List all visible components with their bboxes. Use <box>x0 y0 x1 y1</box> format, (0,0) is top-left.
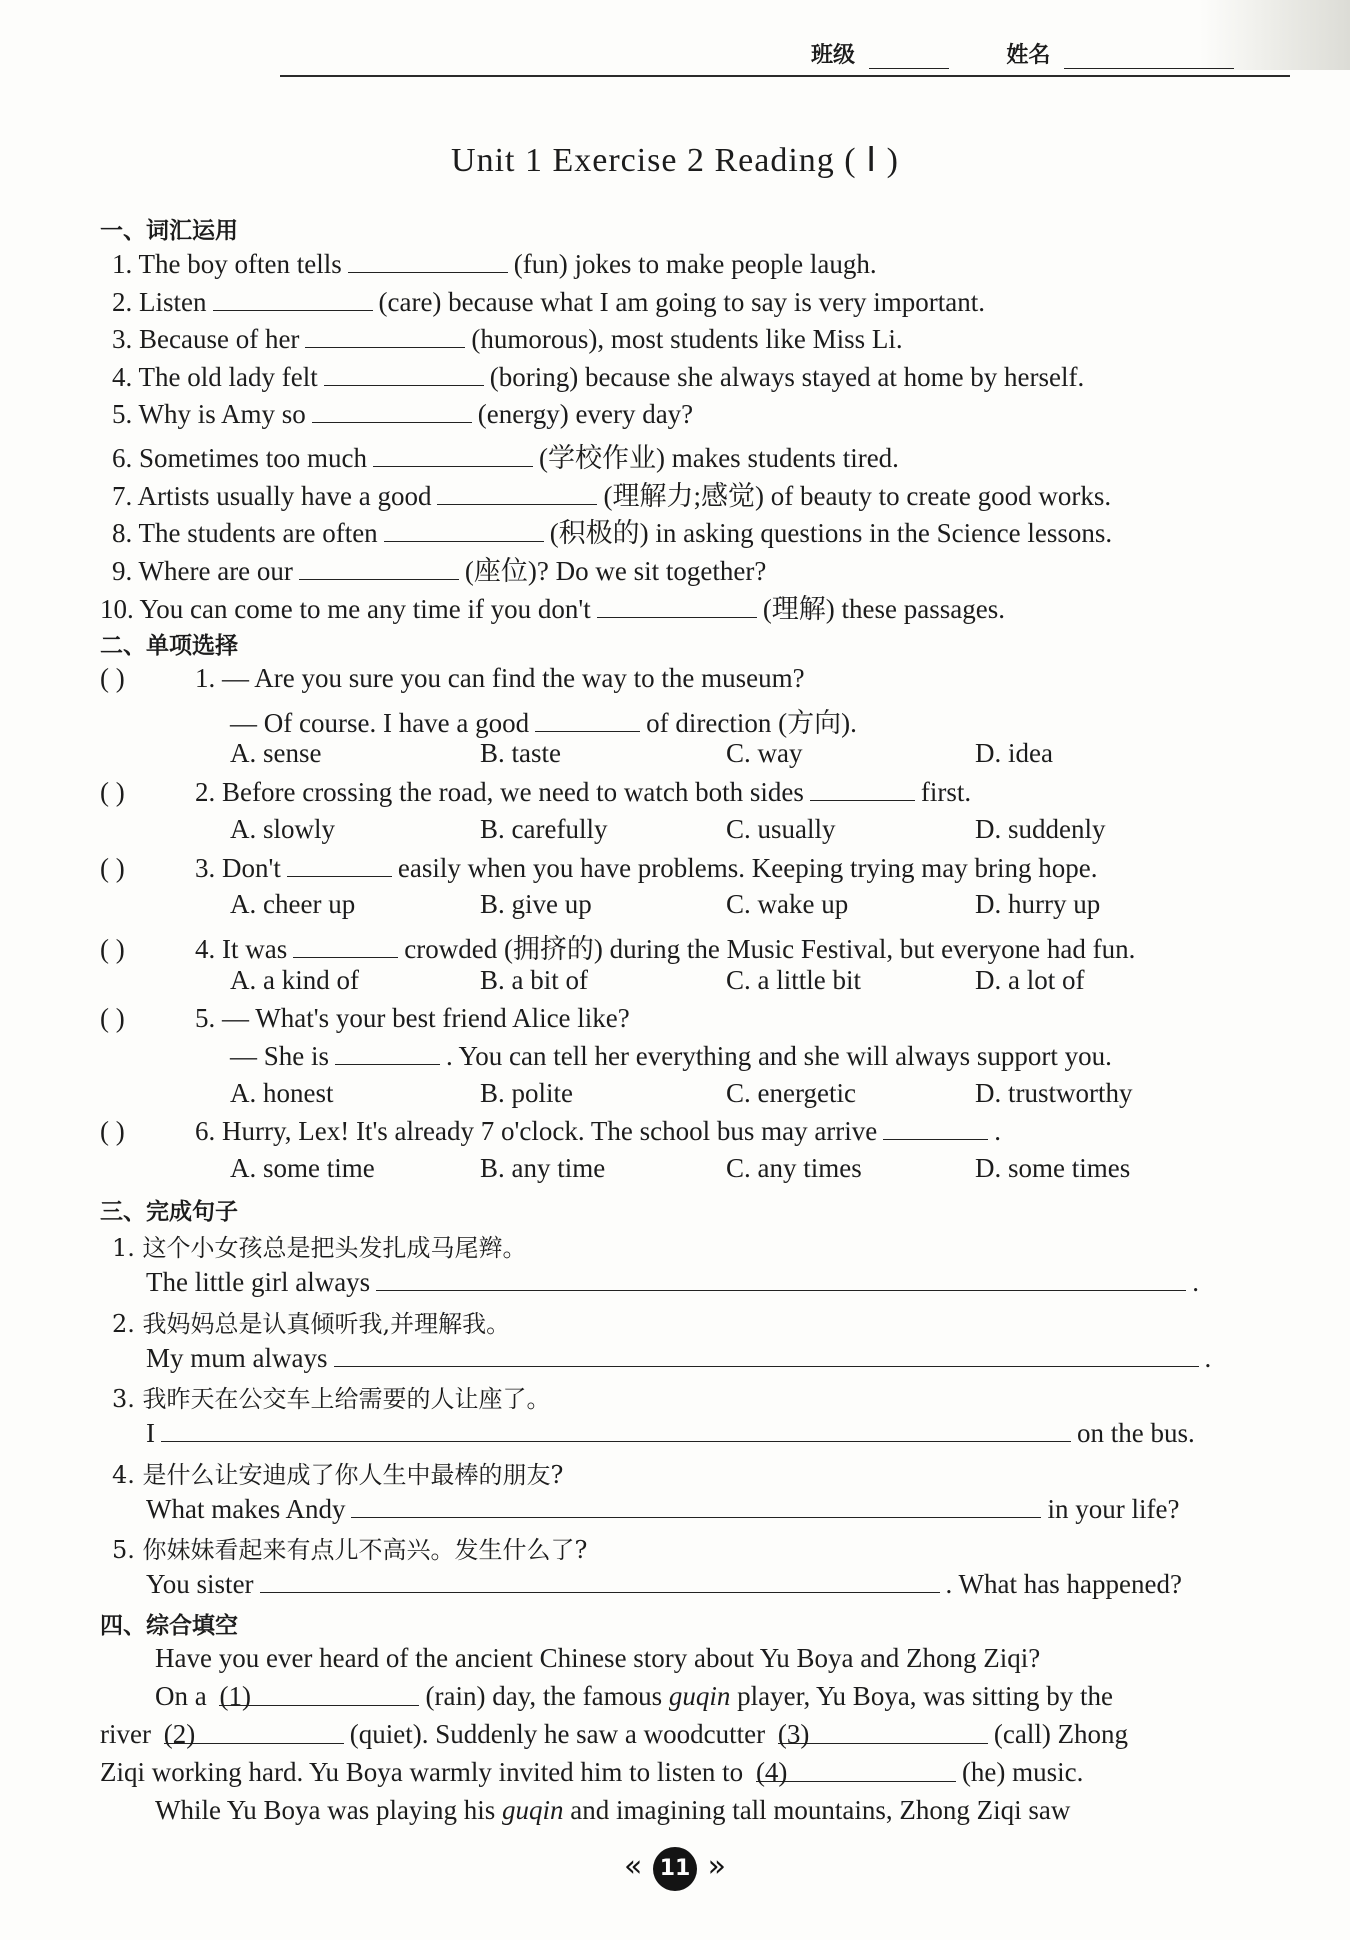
page-footer <box>0 1845 1350 1897</box>
complete-sentence: What makes Andy in your life? <box>146 1494 1180 1524</box>
header-rule <box>280 75 1290 77</box>
option-c[interactable]: C. energetic <box>726 1078 856 1108</box>
answer-blank[interactable] <box>384 517 544 542</box>
answer-line[interactable] <box>260 1568 940 1593</box>
vocab-item: 5. Why is Amy so (energy) every day? <box>112 399 694 429</box>
answer-paren[interactable]: ( ) <box>100 663 125 693</box>
section-heading-complete: 三、完成句子 <box>100 1199 238 1225</box>
answer-blank[interactable] <box>324 361 484 386</box>
answer-blank[interactable] <box>335 1040 440 1065</box>
double-chevron-right-icon: » <box>707 1849 726 1884</box>
cloze-line: While Yu Boya was playing his guqin and imagining tall mountains, Zhong Ziqi saw <box>155 1795 1071 1825</box>
vocab-item: 2. Listen (care) because what I am going to say is very important. <box>112 287 986 317</box>
choice-question: ( ) 2. Before crossing the road, we need to watch both sides first. <box>100 777 972 807</box>
option-b[interactable]: B. a bit of <box>480 965 588 995</box>
option-a[interactable]: A. cheer up <box>230 889 356 919</box>
complete-sentence: The little girl always . <box>146 1267 1199 1297</box>
cloze-blank-3[interactable]: (3) <box>778 1719 988 1744</box>
answer-blank[interactable] <box>287 852 392 877</box>
cloze-blank-4[interactable]: (4) <box>756 1757 956 1782</box>
page-title: Unit 1 Exercise 2 Reading ( Ⅰ ) <box>451 142 899 179</box>
cloze-blank-1[interactable]: (1) <box>219 1681 419 1706</box>
choice-question-line: — She is . You can tell her everything and she will always support you. <box>230 1041 1112 1071</box>
option-c[interactable]: C. usually <box>726 814 836 844</box>
chinese-prompt: 3. 我昨天在公交车上给需要的人让座了。 <box>112 1385 551 1413</box>
vocab-item: 10. You can come to me any time if you don't (理解) these passages. <box>100 594 1005 624</box>
answer-blank[interactable] <box>373 442 533 467</box>
answer-paren[interactable]: ( ) <box>100 777 125 807</box>
answer-paren[interactable]: ( ) <box>100 1003 125 1033</box>
answer-paren[interactable]: ( ) <box>100 853 125 883</box>
option-a[interactable]: A. a kind of <box>230 965 359 995</box>
cloze-line: Ziqi working hard. Yu Boya warmly invited him to listen to (4) (he) music. <box>100 1757 1084 1787</box>
section-heading-cloze: 四、综合填空 <box>100 1613 238 1639</box>
option-a[interactable]: A. some time <box>230 1153 375 1183</box>
answer-blank[interactable] <box>312 398 472 423</box>
answer-line[interactable] <box>334 1342 1199 1367</box>
cloze-blank-2[interactable]: (2) <box>164 1719 344 1744</box>
vocab-item: 1. The boy often tells (fun) jokes to make people laugh. <box>112 249 877 279</box>
vocab-item: 8. The students are often (积极的) in asking questions in the Science lessons. <box>112 518 1113 548</box>
name-blank[interactable] <box>1064 46 1234 69</box>
option-b[interactable]: B. any time <box>480 1153 606 1183</box>
cloze-line: Have you ever heard of the ancient Chinese story about Yu Boya and Zhong Ziqi? <box>155 1643 1041 1673</box>
double-chevron-left-icon: « <box>624 1849 643 1884</box>
choice-question: ( ) 6. Hurry, Lex! It's already 7 o'clock. The school bus may arrive . <box>100 1116 1002 1146</box>
chinese-prompt: 5. 你妹妹看起来有点儿不高兴。发生什么了? <box>112 1536 588 1564</box>
answer-blank[interactable] <box>883 1115 988 1140</box>
answer-line[interactable] <box>376 1266 1186 1291</box>
answer-line[interactable] <box>351 1493 1041 1518</box>
answer-blank[interactable] <box>348 248 508 273</box>
cloze-line: river (2) (quiet). Suddenly he saw a woodcutter (3) (call) Zhong <box>100 1719 1129 1749</box>
option-d[interactable]: D. some times <box>975 1153 1131 1183</box>
answer-blank[interactable] <box>293 933 398 958</box>
complete-sentence: My mum always . <box>146 1343 1212 1373</box>
option-d[interactable]: D. trustworthy <box>975 1078 1133 1108</box>
option-a[interactable]: A. sense <box>230 738 322 768</box>
answer-blank[interactable] <box>305 323 465 348</box>
answer-line[interactable] <box>161 1417 1071 1442</box>
answer-blank[interactable] <box>597 593 757 618</box>
answer-blank[interactable] <box>213 286 373 311</box>
vocab-item: 7. Artists usually have a good (理解力;感觉) of beauty to create good works. <box>112 481 1112 511</box>
answer-blank[interactable] <box>535 707 640 732</box>
chinese-prompt: 1. 这个小女孩总是把头发扎成马尾辫。 <box>112 1234 527 1262</box>
cloze-line: On a (1) (rain) day, the famous guqin player, Yu Boya, was sitting by the <box>155 1681 1114 1711</box>
option-d[interactable]: D. hurry up <box>975 889 1101 919</box>
option-b[interactable]: B. carefully <box>480 814 608 844</box>
option-c[interactable]: C. way <box>726 738 803 768</box>
option-d[interactable]: D. suddenly <box>975 814 1106 844</box>
option-c[interactable]: C. any times <box>726 1153 862 1183</box>
vocab-item: 9. Where are our (座位)? Do we sit together? <box>112 556 767 586</box>
option-b[interactable]: B. taste <box>480 738 561 768</box>
answer-paren[interactable]: ( ) <box>100 1116 125 1146</box>
complete-sentence: I on the bus. <box>146 1418 1195 1448</box>
option-d[interactable]: D. idea <box>975 738 1053 768</box>
option-a[interactable]: A. slowly <box>230 814 336 844</box>
answer-blank[interactable] <box>437 480 597 505</box>
choice-question: ( ) 5. — What's your best friend Alice like? <box>100 1003 630 1033</box>
chinese-prompt: 2. 我妈妈总是认真倾听我,并理解我。 <box>112 1310 511 1338</box>
option-a[interactable]: A. honest <box>230 1078 334 1108</box>
choice-question: ( ) 3. Don't easily when you have problems. Keeping trying may bring hope. <box>100 853 1098 883</box>
page-number: 11 <box>653 1847 697 1891</box>
chinese-prompt: 4. 是什么让安迪成了你人生中最棒的朋友? <box>112 1461 564 1489</box>
header-fields <box>811 38 1240 69</box>
answer-blank[interactable] <box>810 776 915 801</box>
option-b[interactable]: B. give up <box>480 889 592 919</box>
page-number-badge <box>620 1845 730 1893</box>
option-c[interactable]: C. wake up <box>726 889 849 919</box>
class-blank[interactable] <box>869 46 949 69</box>
name-label: 姓名 <box>1006 43 1051 68</box>
option-d[interactable]: D. a lot of <box>975 965 1085 995</box>
answer-paren[interactable]: ( ) <box>100 934 125 964</box>
vocab-item: 3. Because of her (humorous), most students like Miss Li. <box>112 324 903 354</box>
complete-sentence: You sister . What has happened? <box>146 1569 1182 1599</box>
choice-question: ( ) 4. It was crowded (拥挤的) during the Music Festival, but everyone had fun. <box>100 934 1136 964</box>
answer-blank[interactable] <box>299 555 459 580</box>
vocab-item: 4. The old lady felt (boring) because she always stayed at home by herself. <box>112 362 1085 392</box>
option-b[interactable]: B. polite <box>480 1078 573 1108</box>
section-heading-vocab: 一、词汇运用 <box>100 218 238 244</box>
choice-question-line: — Of course. I have a good of direction (方向). <box>230 708 857 738</box>
choice-question: ( ) 1. — Are you sure you can find the way to the museum? <box>100 663 805 693</box>
option-c[interactable]: C. a little bit <box>726 965 861 995</box>
vocab-item: 6. Sometimes too much (学校作业) makes students tired. <box>112 443 899 473</box>
section-heading-choice: 二、单项选择 <box>100 633 238 659</box>
class-label: 班级 <box>810 43 855 68</box>
